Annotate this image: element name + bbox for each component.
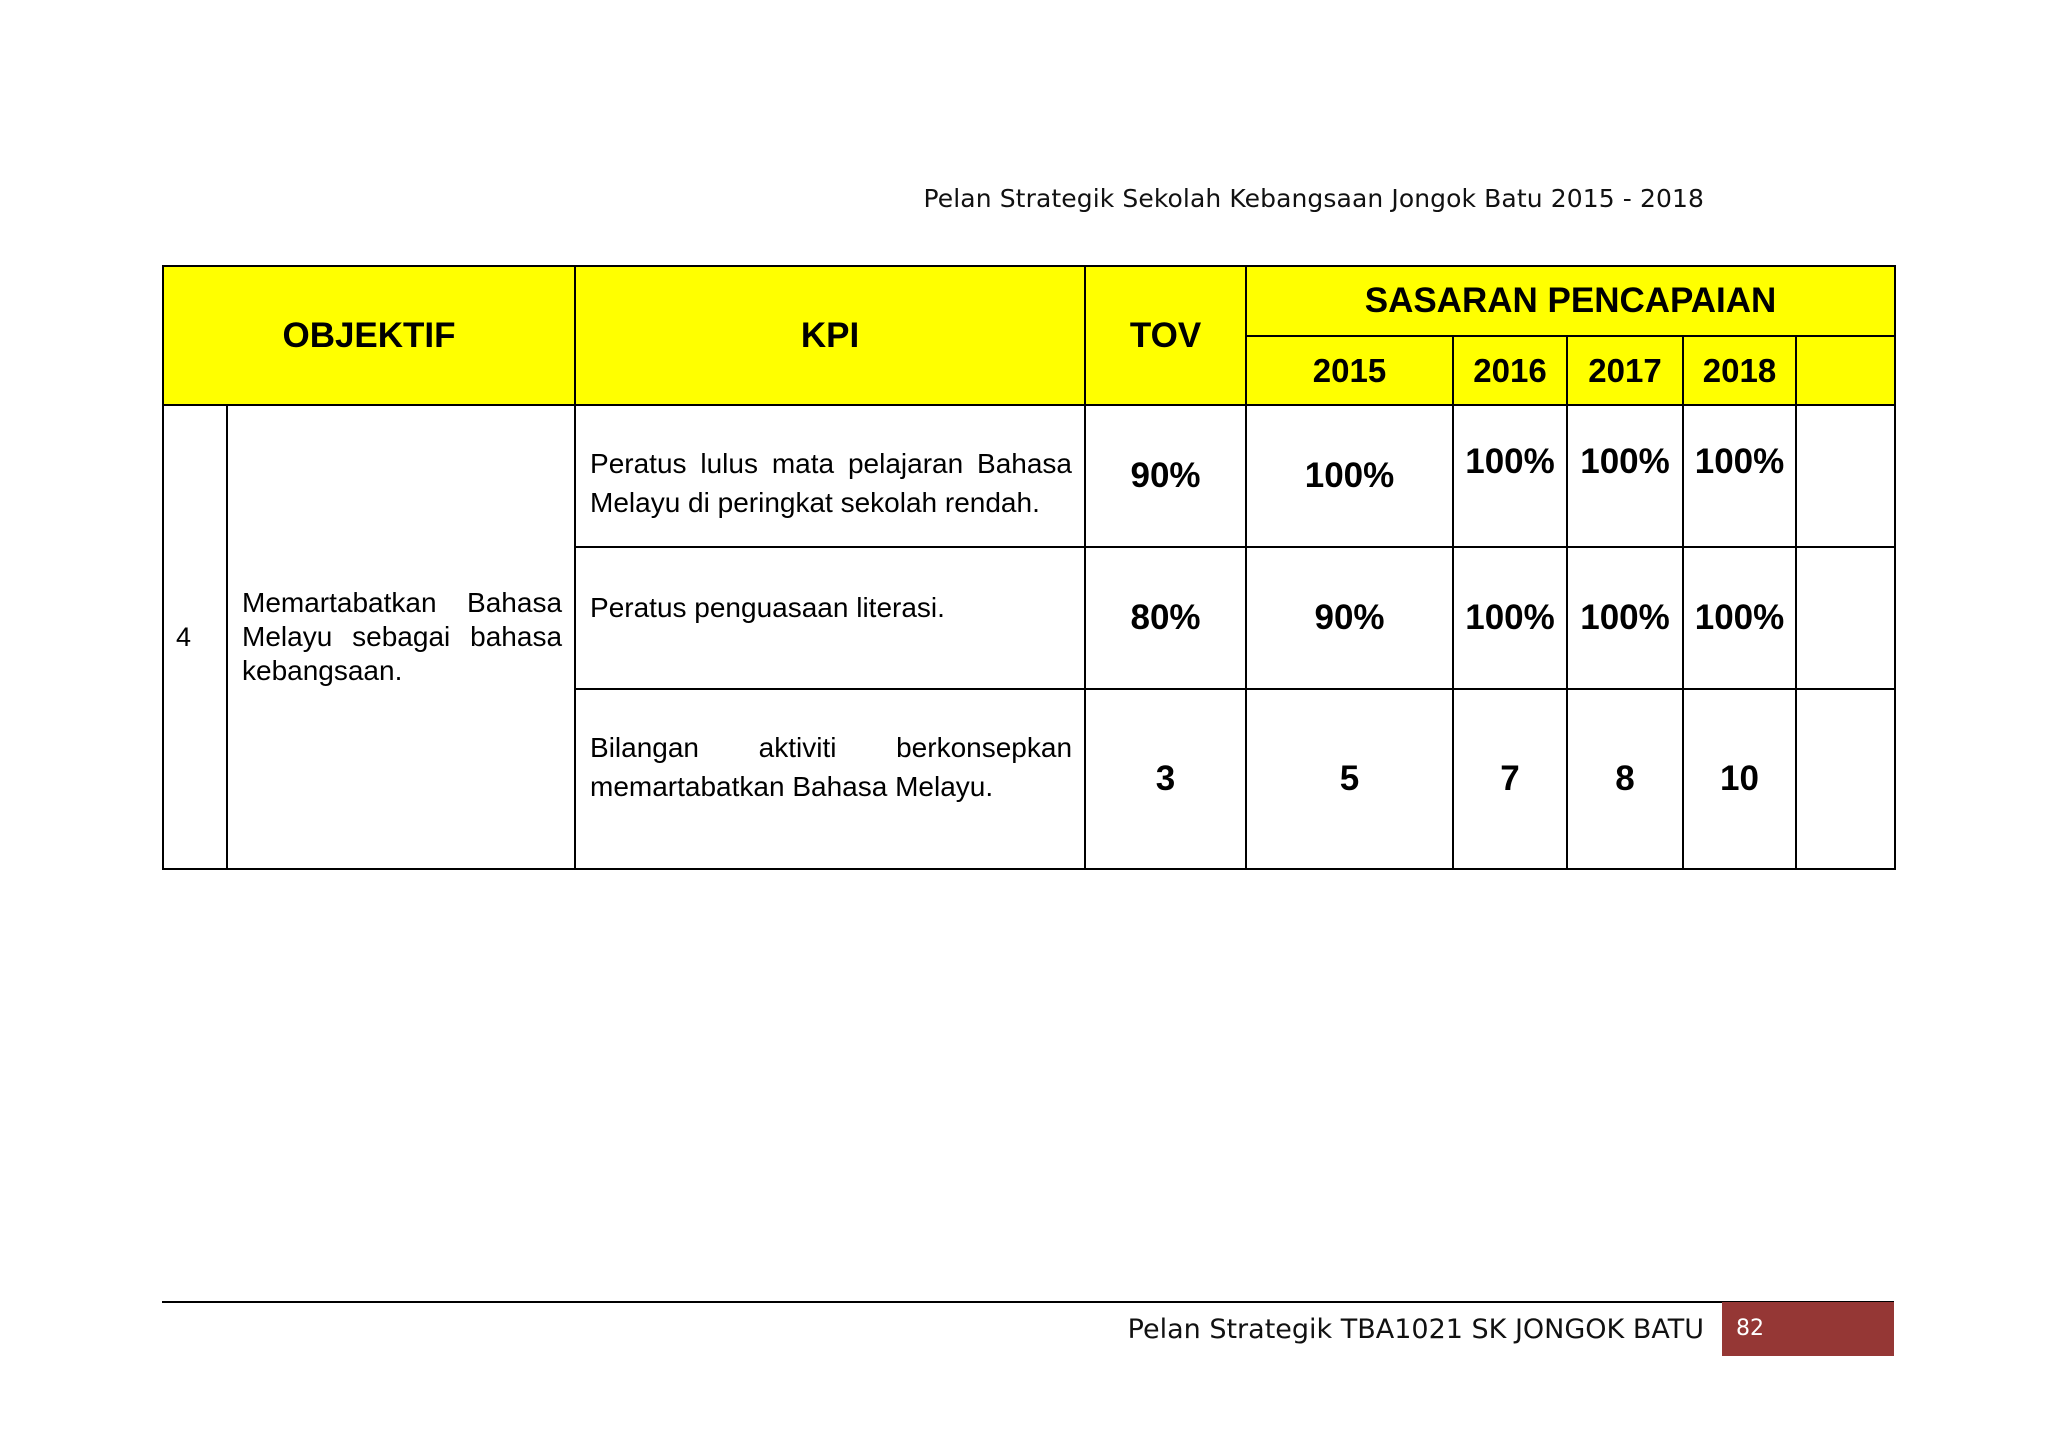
kpi-text: Bilangan aktiviti berkonsepkan memartabatkan Bahasa Melayu.	[575, 689, 1085, 869]
target-2015: 5	[1246, 689, 1453, 869]
target-2017: 8	[1567, 689, 1683, 869]
target-2018: 100%	[1683, 405, 1796, 547]
header-year-2016: 2016	[1453, 336, 1567, 405]
header-year-2017: 2017	[1567, 336, 1683, 405]
target-2015: 90%	[1246, 547, 1453, 689]
empty-cell	[1796, 405, 1895, 547]
objective-number: 4	[163, 405, 227, 869]
header-tov: TOV	[1085, 266, 1246, 405]
target-2018: 10	[1683, 689, 1796, 869]
page-number-badge: 82	[1722, 1302, 1894, 1356]
header-year-2018: 2018	[1683, 336, 1796, 405]
tov-value: 3	[1085, 689, 1246, 869]
tov-value: 80%	[1085, 547, 1246, 689]
target-2016: 100%	[1453, 405, 1567, 547]
target-2016: 7	[1453, 689, 1567, 869]
footer-divider	[162, 1301, 1894, 1303]
target-2017: 100%	[1567, 405, 1683, 547]
header-sasaran-pencapaian: SASARAN PENCAPAIAN	[1246, 266, 1895, 336]
header-objektif: OBJEKTIF	[163, 266, 575, 405]
target-2015: 100%	[1246, 405, 1453, 547]
empty-cell	[1796, 689, 1895, 869]
header-kpi: KPI	[575, 266, 1085, 405]
kpi-text: Peratus lulus mata pelajaran Bahasa Melayu di peringkat sekolah rendah.	[575, 405, 1085, 547]
target-2017: 100%	[1567, 547, 1683, 689]
tov-value: 90%	[1085, 405, 1246, 547]
header-year-2015: 2015	[1246, 336, 1453, 405]
target-2016: 100%	[1453, 547, 1567, 689]
kpi-text: Peratus penguasaan literasi.	[575, 547, 1085, 689]
page-header-title: Pelan Strategik Sekolah Kebangsaan Jongok Batu 2015 - 2018	[923, 184, 1704, 213]
footer-text: Pelan Strategik TBA1021 SK JONGOK BATU	[1127, 1314, 1704, 1345]
header-year-empty	[1796, 336, 1895, 405]
strategic-plan-table	[162, 265, 1896, 870]
target-2018: 100%	[1683, 547, 1796, 689]
empty-cell	[1796, 547, 1895, 689]
header-row-top	[163, 266, 1895, 336]
table-row	[163, 405, 1895, 547]
objective-text: Memartabatkan Bahasa Melayu sebagai bahasa kebangsaan.	[227, 405, 575, 869]
